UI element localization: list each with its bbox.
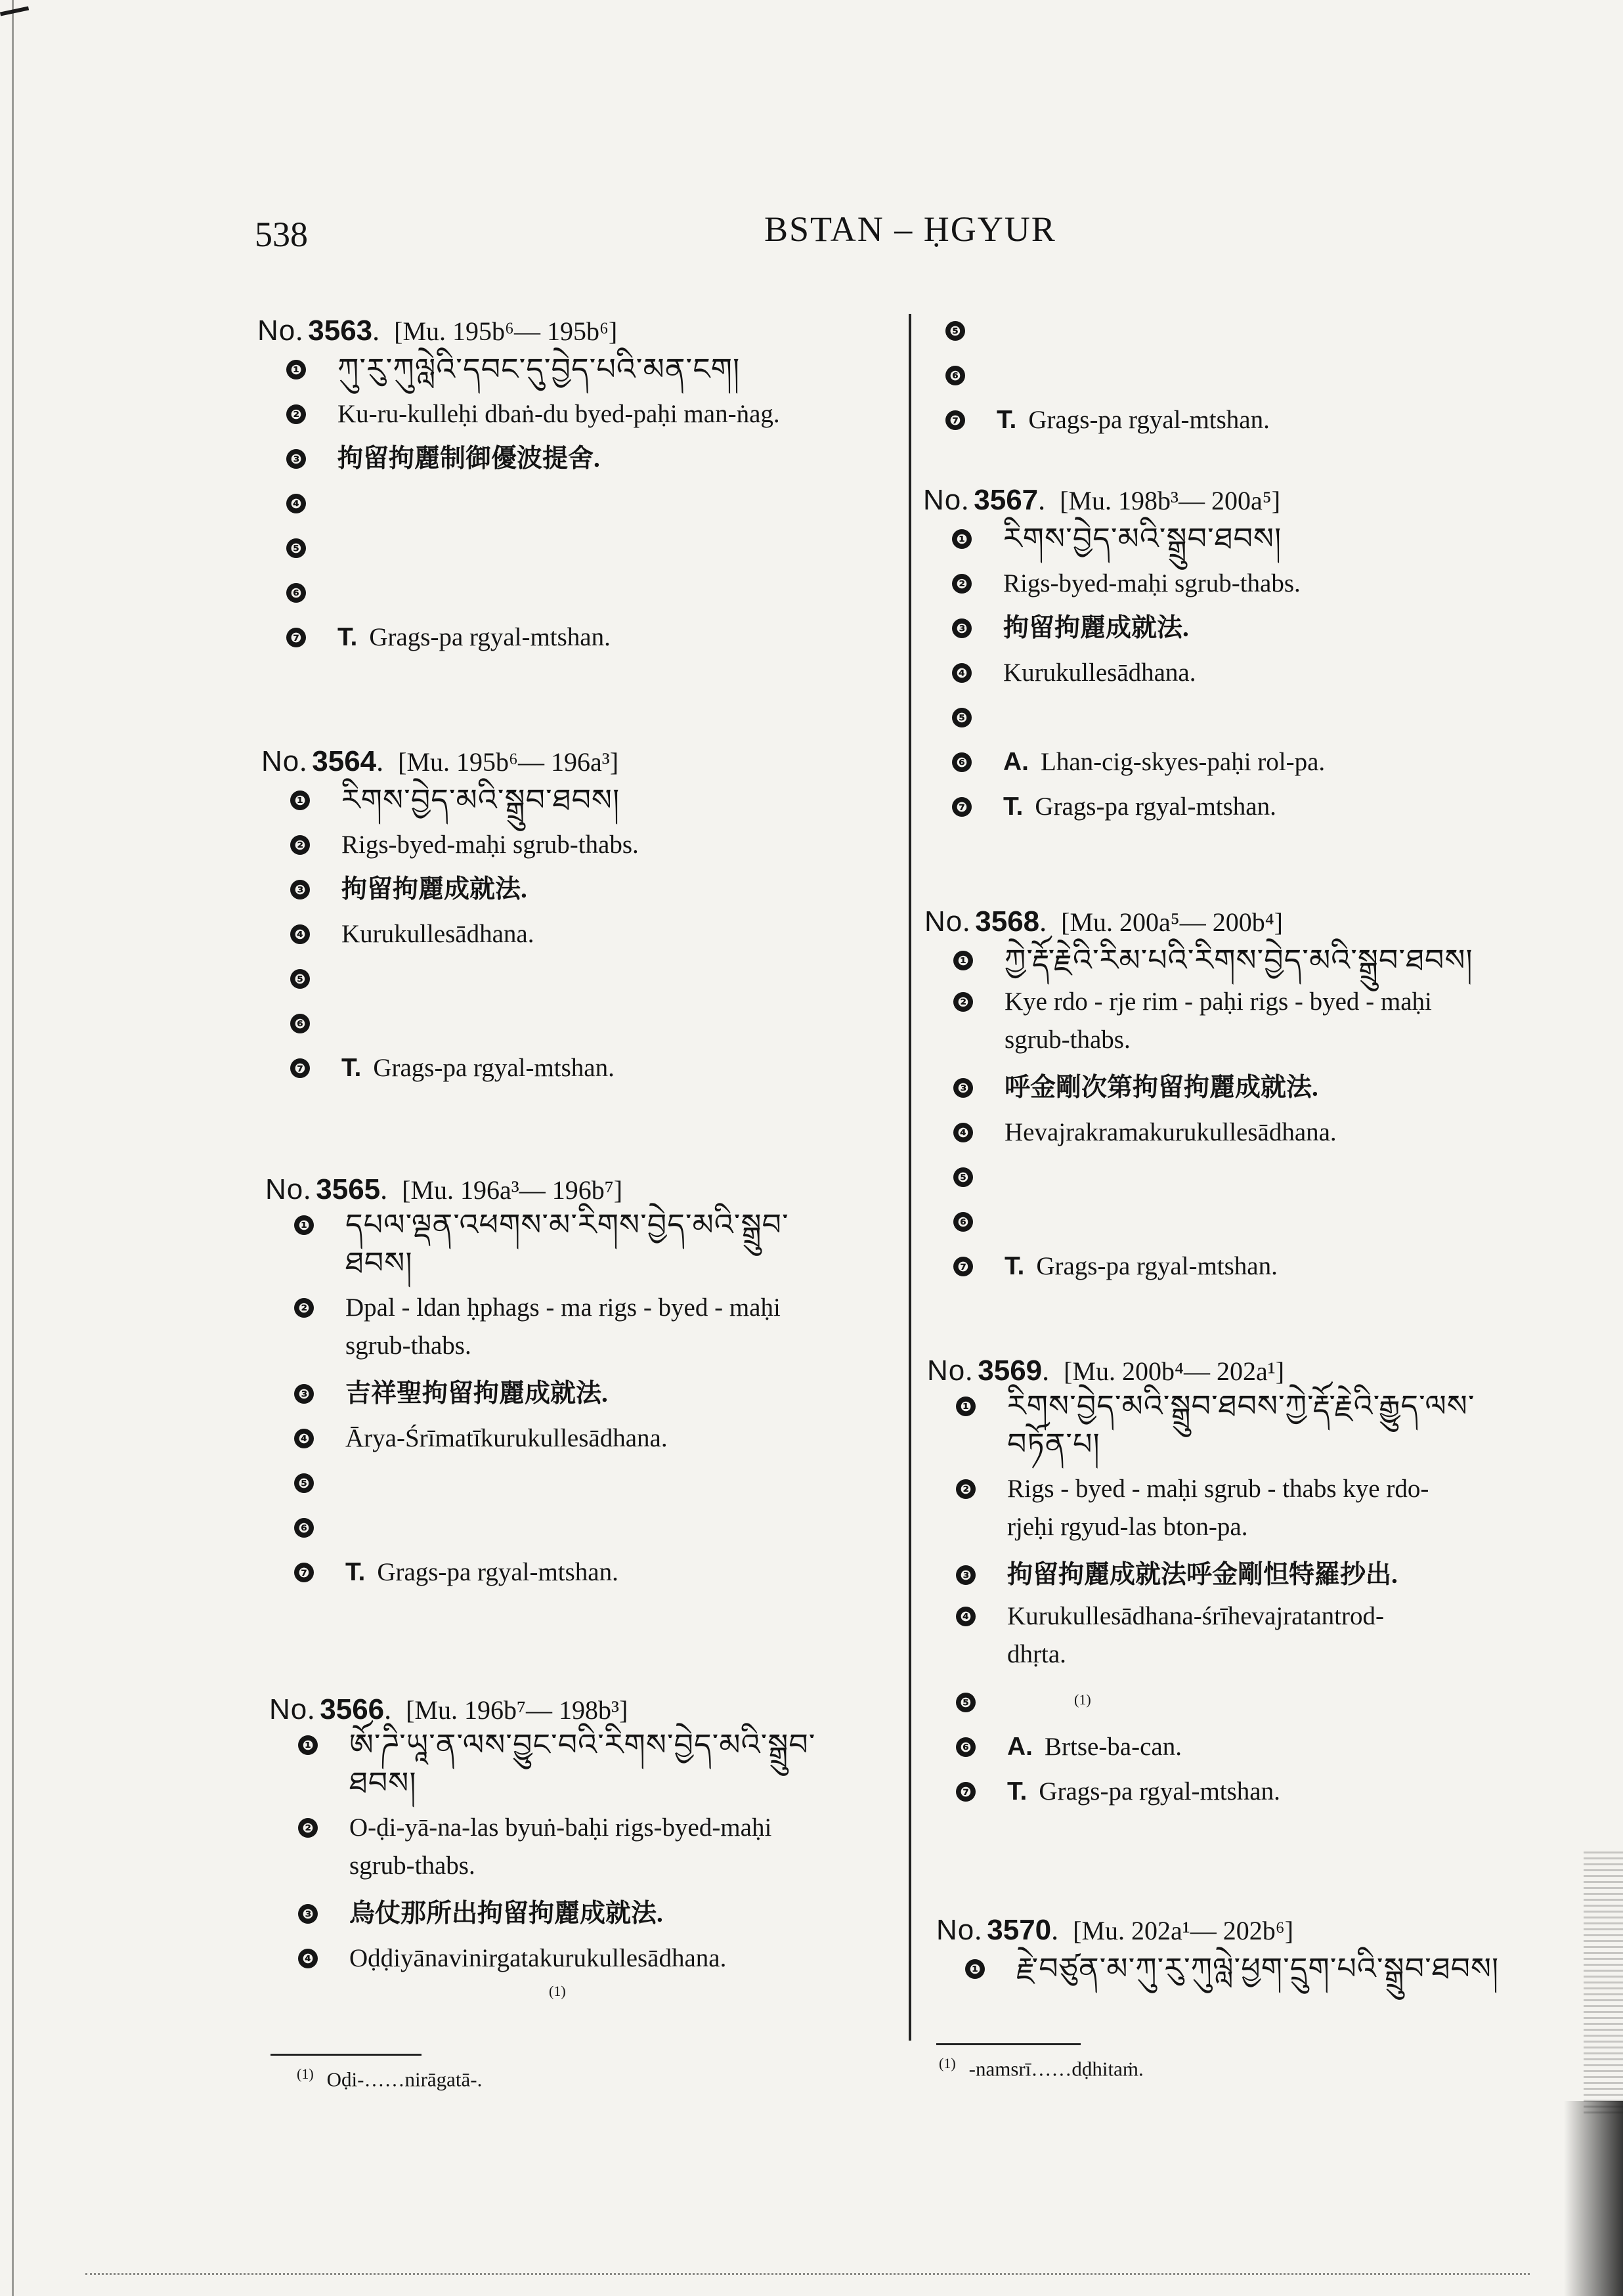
circled-number-icon: ❹ [286,494,306,513]
circled-number-icon: ❹ [956,1607,976,1626]
item-5 [953,1155,1473,1200]
item-translator: ❼ T. Grags-pa rgyal-mtshan. [956,1769,1475,1814]
catalog-entry [261,745,639,1091]
circled-number-icon: ❻ [945,366,965,385]
item-author [953,1200,1473,1244]
item-translator: ❼ T. Grags-pa rgyal-mtshan. [294,1550,789,1595]
footnote-reference-mark: (1) [1074,1691,1091,1708]
circled-number-icon: ❶ [953,951,973,970]
item-translator: ❼ T. Grags-pa rgyal-mtshan. [945,398,1270,443]
circled-number-icon: ❺ [290,969,310,989]
item-translator: ❼ T. Grags-pa rgyal-mtshan. [290,1046,639,1091]
circled-number-icon: ❷ [956,1479,976,1499]
catalog-entry [923,483,1325,829]
entry-number: 3564 [312,745,377,777]
scan-speckle [1584,1852,1623,2114]
item-author [290,1001,639,1046]
catalog-entry [924,905,1473,1289]
scan-shadow [1564,2101,1623,2296]
circled-number-icon: ❷ [298,1818,318,1838]
circled-number-icon: ❼ [290,1058,310,1078]
role-tag: T. [345,1558,366,1586]
catalog-entry [265,1173,789,1595]
item-tibetan-title: ❶ ཀུ་རུ་ཀུལླེའི་དབང་དུ་བྱེད་པའི་མན་ངག། [286,347,780,392]
circled-number-icon: ❸ [952,618,972,638]
circled-number-icon: ❻ [290,1014,310,1033]
catalog-entry [927,1354,1475,1814]
item-transliteration: ❷ Ku-ru-kulleḥi dbaṅ-du byed-paḥi man-ṅag. [286,392,780,437]
item-chinese-title: ❸ 烏仗那所出拘留拘麗成就法. [298,1892,815,1936]
circled-number-icon: ❶ [298,1735,318,1755]
item-author [945,353,1270,398]
circled-number-icon: ❼ [956,1782,976,1802]
footnote: $^{(1)}$ -namsrī……dḍhitaṁ. [939,2055,1144,2081]
folio-reference: [Mu. 195b⁶— 196a³] [398,747,619,777]
footnote-rule [936,2043,1081,2045]
folio-reference: [Mu. 202a¹— 202b⁶] [1073,1916,1294,1945]
item-5 [294,1461,789,1505]
circled-number-icon: ❸ [290,880,310,899]
circled-number-icon: ❺ [956,1693,976,1712]
page-binding-edge [12,0,14,2296]
circled-number-icon: ❼ [945,410,965,430]
item-sanskrit-title: ❹ Hevajrakramakurukullesādhana. [953,1110,1473,1155]
item-chinese-title: ❸ 吉祥聖拘留拘麗成就法. [294,1372,789,1416]
entry-heading: No . 3568 . [Mu. 200a⁵— 200b⁴] [924,905,1283,938]
role-tag: A. [1007,1733,1033,1761]
entry-number: 3569 [978,1354,1043,1387]
folio-reference: [Mu. 196b⁷— 198b³] [406,1695,628,1725]
circled-number-icon: ❹ [290,924,310,944]
entry-no-label: No [923,484,962,516]
circled-number-icon: ❻ [952,752,972,772]
circled-number-icon: ❺ [953,1167,973,1187]
circled-number-icon: ❸ [956,1565,976,1585]
folio-reference: [Mu. 195b⁶— 195b⁶] [394,316,618,346]
footnote: $^{(1)}$ Oḍi-……nirāgatā-. [297,2066,483,2091]
circled-number-icon: ❷ [294,1298,314,1318]
item-tibetan-title: ❶ ཀྱེ་རྡོ་རྗེའི་རིམ་པའི་རིགས་བྱེད་མའི་སྒྲུབ་ཐབས། [953,938,1473,983]
circled-number-icon: ❶ [294,1215,314,1235]
folio-reference: [Mu. 196a³— 196b⁷] [402,1175,623,1205]
item-5 [956,1680,1475,1725]
page-number: 538 [255,215,308,254]
circled-number-icon: ❶ [965,1959,985,1979]
item-sanskrit-title: ❹ Kurukullesādhana. [290,912,639,957]
entry-number: 3566 [320,1693,385,1725]
circled-number-icon: ❷ [953,992,973,1012]
item-sanskrit-title: ❹ Kurukullesādhana. [952,651,1325,695]
circled-number-icon: ❶ [956,1397,976,1416]
item-sanskrit-title [286,481,780,526]
item-tibetan-title: ❶ ཨོ་ཌི་ཡཱ་ན་ལས་བྱུང་བའི་རིགས་བྱེད་མའི་སྒྲུབ་ ཐབས། [298,1726,815,1809]
item-translator: ❼ T. Grags-pa rgyal-mtshan. [952,785,1325,829]
item-sanskrit-title: ❹ Oḍḍiyānavinirgatakurukullesādhana. [298,1936,815,1981]
item-author: ❻ A. Brtse-ba-can. [956,1725,1475,1769]
entry-heading: No . 3563 . [Mu. 195b⁶— 195b⁶] [257,314,618,347]
circled-number-icon: ❺ [945,321,965,341]
circled-number-icon: ❶ [952,529,972,549]
entry-no-label: No [269,1693,308,1725]
circled-number-icon: ❻ [953,1212,973,1232]
catalog-entry-continued [917,309,1270,443]
circled-number-icon: ❼ [952,797,972,817]
item-translator: ❼ T. Grags-pa rgyal-mtshan. [953,1244,1473,1289]
circled-number-icon: ❼ [286,628,306,647]
circled-number-icon: ❶ [286,360,306,379]
entry-number: 3565 [316,1173,381,1205]
role-tag: T. [341,1054,362,1082]
entry-heading: No . 3570 . [Mu. 202a¹— 202b⁶] [936,1914,1294,1946]
item-chinese-title: ❸ 拘留拘麗制御優波提舍. [286,437,780,481]
entry-no-label: No [265,1173,304,1205]
catalog-entry [936,1913,1499,1991]
circled-number-icon: ❸ [286,449,306,469]
footnote-reference-mark: (1) [549,1983,566,1999]
entry-no-label: No [936,1914,975,1946]
item-transliteration: ❷ Kye rdo - rje rim - paḥi rigs - byed - maḥi sgrub-thabs. [953,983,1473,1066]
scan-bottom-noise [85,2273,1530,2275]
item-transliteration: ❷ Dpal - ldan ḥphags - ma rigs - byed - maḥi sgrub-thabs. [294,1289,789,1372]
circled-number-icon: ❸ [298,1904,318,1924]
role-tag: A. [1003,748,1029,776]
circled-number-icon: ❺ [952,708,972,727]
circled-number-icon: ❼ [953,1257,973,1276]
entry-heading: No . 3564 . [Mu. 195b⁶— 196a³] [261,745,619,777]
entry-heading: No . 3569 . [Mu. 200b⁴— 202a¹] [927,1354,1285,1387]
entry-number: 3568 [975,905,1040,938]
item-author [294,1505,789,1550]
folio-reference: [Mu. 198b³— 200a⁵] [1060,486,1281,515]
entry-number: 3567 [974,484,1039,516]
edge-tick-mark [0,6,29,16]
item-sanskrit-title: ❹ Ārya-Śrīmatīkurukullesādhana. [294,1416,789,1461]
circled-number-icon: ❷ [952,574,972,594]
item-5 [952,695,1325,740]
item-chinese-title: ❸ 拘留拘麗成就法呼金剛怛特羅抄出. [956,1553,1475,1597]
entry-no-label: No [924,905,963,938]
item-sanskrit-title: ❹ Kurukullesādhana-śrīhevajratantrod- dhṛta. [956,1597,1475,1680]
item-transliteration: ❷ O-ḍi-yā-na-las byuṅ-baḥi rigs-byed-maḥi sgrub-thabs. [298,1809,815,1892]
item-chinese-title: ❸ 拘留拘麗成就法. [290,867,639,912]
item-translator: ❼ T. Grags-pa rgyal-mtshan. [286,615,780,660]
entry-no-label: No [927,1354,966,1387]
circled-number-icon: ❹ [952,663,972,683]
item-tibetan-title: ❶ རིགས་བྱེད་མའི་སྒྲུབ་ཐབས། [952,517,1325,561]
circled-number-icon: ❹ [294,1429,314,1448]
item-author: ❻ A. Lhan-cig-skyes-paḥi rol-pa. [952,740,1325,785]
entry-heading: No . 3566 . [Mu. 196b⁷— 198b³] [269,1693,628,1725]
entry-number: 3570 [987,1914,1052,1946]
circled-number-icon: ❻ [286,583,306,603]
entry-no-label: No [261,745,300,777]
circled-number-icon: ❸ [294,1384,314,1404]
circled-number-icon: ❹ [953,1123,973,1142]
entry-no-label: No [257,314,296,347]
circled-number-icon: ❺ [294,1473,314,1493]
role-tag: T. [1007,1777,1028,1806]
catalog-entry [269,1693,815,1981]
item-tibetan-title: ❶ དཔལ་ལྡན་འཕགས་མ་རིགས་བྱེད་མའི་སྒྲུབ་ ཐབས། [294,1206,789,1289]
folio-reference: [Mu. 200a⁵— 200b⁴] [1061,907,1283,937]
role-tag: T. [337,623,358,651]
footnote-rule [270,2054,422,2056]
entry-heading: No . 3567 . [Mu. 198b³— 200a⁵] [923,484,1281,516]
role-tag: T. [1005,1252,1025,1280]
circled-number-icon: ❶ [290,791,310,810]
circled-number-icon: ❻ [956,1737,976,1757]
catalog-entry [257,314,780,660]
folio-reference: [Mu. 200b⁴— 202a¹] [1064,1356,1285,1386]
circled-number-icon: ❹ [298,1949,318,1968]
item-chinese-title: ❸ 拘留拘麗成就法. [952,606,1325,651]
item-5 [945,309,1270,353]
role-tag: T. [1003,792,1024,821]
running-title: BSTAN – ḤGYUR [764,209,1056,249]
entry-heading: No . 3565 . [Mu. 196a³— 196b⁷] [265,1173,623,1205]
item-transliteration: ❷ Rigs-byed-maḥi sgrub-thabs. [952,561,1325,606]
circled-number-icon: ❷ [290,835,310,855]
column-divider [909,314,911,2041]
item-author [286,571,780,615]
role-tag: T. [997,406,1017,434]
item-5 [290,957,639,1001]
circled-number-icon: ❸ [953,1078,973,1098]
item-5 [286,526,780,571]
circled-number-icon: ❷ [286,404,306,424]
item-chinese-title: ❸ 呼金剛次第拘留拘麗成就法. [953,1066,1473,1110]
entry-number: 3563 [308,314,373,347]
item-transliteration: ❷ Rigs - byed - maḥi sgrub - thabs kye rdo- rjeḥi rgyud-las bton-pa. [956,1470,1475,1553]
circled-number-icon: ❺ [286,538,306,558]
item-tibetan-title: ❶ རིགས་བྱེད་མའི་སྒྲུབ་ཐབས། [290,778,639,823]
item-tibetan-title: ❶ རྗེ་བཙུན་མ་ཀུ་རུ་ཀུལླེ་ཕྱག་དྲུག་པའི་སྒྲུབ་ཐབས། [965,1947,1499,1991]
circled-number-icon: ❼ [294,1563,314,1582]
item-tibetan-title: ❶ རིགས་བྱེད་མའི་སྒྲུབ་ཐབས་ཀྱེ་རྡོ་རྗེའི་རྒྱུད་ལས་ བཏོན་པ། [956,1387,1475,1470]
item-transliteration: ❷ Rigs-byed-maḥi sgrub-thabs. [290,823,639,867]
circled-number-icon: ❻ [294,1518,314,1538]
